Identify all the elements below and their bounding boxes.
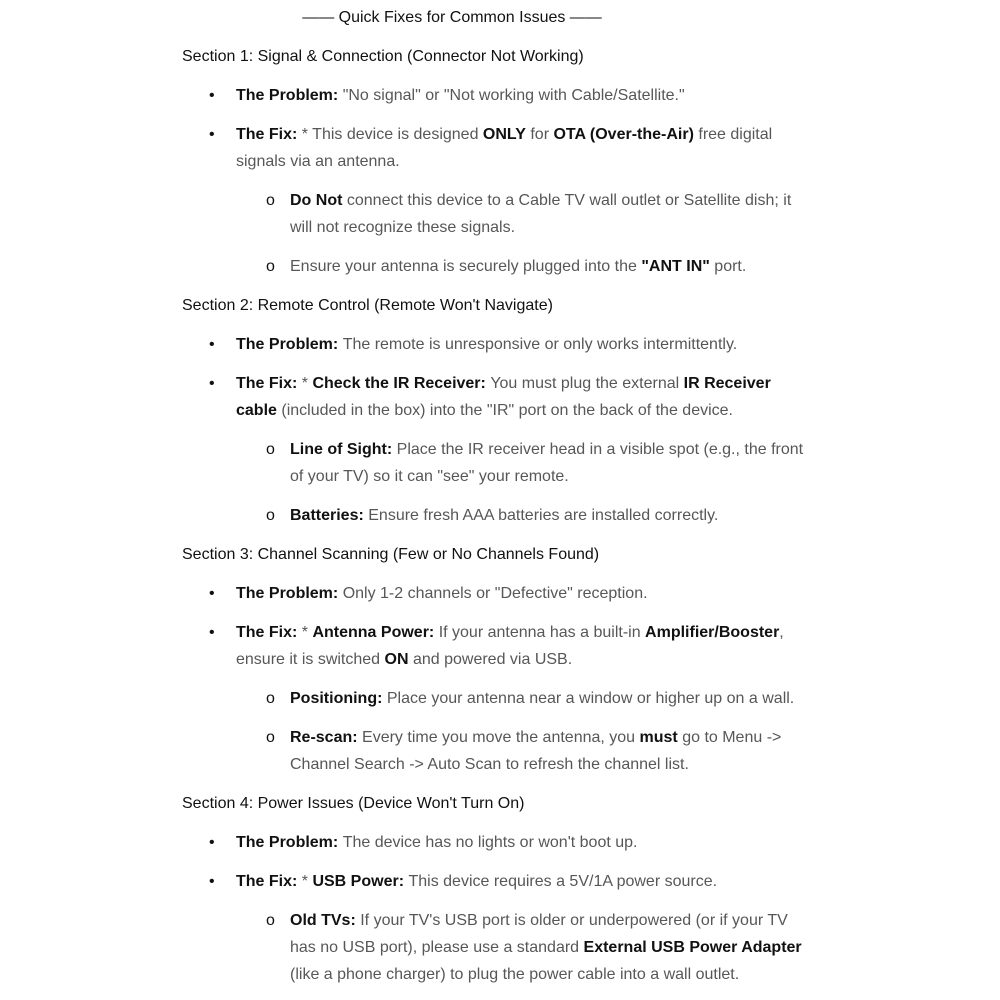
bold-text-segment: Check the IR Receiver:	[312, 375, 491, 392]
bullet-item	[182, 331, 816, 358]
text-segment: free digital signals via an antenna.	[236, 126, 773, 170]
document-title: —— Quick Fixes for Common Issues ——	[302, 9, 602, 26]
circle-marker-icon: o	[266, 729, 275, 746]
bold-text-segment: OTA (Over-the-Air)	[553, 126, 694, 143]
bold-text-segment: Batteries:	[290, 507, 369, 524]
bullet-marker-icon: •	[209, 873, 215, 890]
bullet-item	[182, 370, 816, 424]
sub-bullet-item	[182, 436, 816, 490]
bullet-item	[182, 829, 816, 856]
bold-text-segment: The Fix:	[236, 126, 302, 143]
section-heading: Section 2: Remote Control (Remote Won't Navigate)	[182, 297, 553, 314]
circle-marker-icon: o	[266, 441, 275, 458]
bold-text-segment: Do Not	[290, 192, 343, 209]
text-segment: Place the IR receiver head in a visible spot (e.g., the front of your TV) so it can "see" your remote.	[290, 441, 804, 485]
text-segment: The device has no lights or won't boot up.	[342, 834, 638, 851]
document-body	[182, 43, 816, 988]
text-segment: for	[525, 126, 554, 143]
bullet-item	[182, 580, 816, 607]
bold-text-segment: Amplifier/Booster	[645, 624, 780, 641]
bullet-marker-icon: •	[209, 126, 215, 143]
section-heading: Section 4: Power Issues (Device Won't Turn On)	[182, 795, 525, 812]
bold-text-segment: The Problem:	[236, 87, 343, 104]
text-segment: *	[301, 375, 313, 392]
sub-bullet-item	[182, 187, 816, 241]
sub-bullet-item	[182, 907, 816, 988]
bold-text-segment: must	[639, 729, 678, 746]
bold-text-segment: IR Receiver cable	[236, 375, 771, 419]
bold-text-segment: USB Power:	[312, 873, 409, 890]
bold-text-segment: External USB Power Adapter	[583, 939, 802, 956]
text-segment: , ensure it is switched	[236, 624, 784, 668]
text-segment: If your antenna has a built-in	[438, 624, 646, 641]
bold-text-segment: "ANT IN"	[641, 258, 710, 275]
bold-text-segment: The Fix:	[236, 624, 302, 641]
bullet-marker-icon: •	[209, 624, 215, 641]
text-segment: go to Menu -> Channel Search -> Auto Scan to refresh the channel list.	[290, 729, 782, 773]
sub-bullet-item	[182, 724, 816, 778]
text-segment: The remote is unresponsive or only works intermittently.	[342, 336, 738, 353]
bold-text-segment: The Fix:	[236, 873, 302, 890]
text-segment: Only 1-2 channels or "Defective" reception.	[342, 585, 648, 602]
text-segment: (included in the box) into the "IR" port on the back of the device.	[276, 402, 733, 419]
bold-text-segment: Old TVs:	[290, 912, 361, 929]
text-segment: and powered via USB.	[408, 651, 573, 668]
bold-text-segment: Line of Sight:	[290, 441, 397, 458]
text-segment: port.	[709, 258, 747, 275]
bullet-marker-icon: •	[209, 87, 215, 104]
text-segment: * This device is designed	[301, 126, 483, 143]
bullet-marker-icon: •	[209, 375, 215, 392]
circle-marker-icon: o	[266, 690, 275, 707]
bullet-item	[182, 868, 816, 895]
bold-text-segment: ONLY	[482, 126, 526, 143]
bullet-marker-icon: •	[209, 336, 215, 353]
bold-text-segment: The Problem:	[236, 585, 343, 602]
circle-marker-icon: o	[266, 192, 275, 209]
text-segment: This device requires a 5V/1A power source.	[408, 873, 718, 890]
bold-text-segment: Antenna Power:	[312, 624, 439, 641]
sub-bullet-item	[182, 253, 816, 280]
bullet-marker-icon: •	[209, 585, 215, 602]
bold-text-segment: The Fix:	[236, 375, 302, 392]
bold-text-segment: ON	[384, 651, 409, 668]
circle-marker-icon: o	[266, 507, 275, 524]
text-segment: If your TV's USB port is older or underpowered (or if your TV has no USB port), please use a standard	[290, 912, 788, 956]
bold-text-segment: The Problem:	[236, 834, 343, 851]
text-segment: *	[301, 873, 313, 890]
bullet-item	[182, 619, 816, 673]
bold-text-segment: The Problem:	[236, 336, 343, 353]
text-segment: (like a phone charger) to plug the power cable into a wall outlet.	[290, 966, 740, 983]
bold-text-segment: Re-scan:	[290, 729, 363, 746]
section-heading: Section 3: Channel Scanning (Few or No Channels Found)	[182, 546, 600, 563]
bullet-item	[182, 82, 816, 109]
circle-marker-icon: o	[266, 258, 275, 275]
text-segment: Ensure fresh AAA batteries are installed correctly.	[368, 507, 719, 524]
section-heading: Section 1: Signal & Connection (Connector Not Working)	[182, 48, 584, 65]
text-segment: "No signal" or "Not working with Cable/Satellite."	[342, 87, 685, 104]
circle-marker-icon: o	[266, 912, 275, 929]
text-segment: Place your antenna near a window or higher up on a wall.	[386, 690, 795, 707]
text-segment: *	[301, 624, 313, 641]
text-segment: Ensure your antenna is securely plugged into the	[290, 258, 642, 275]
sub-bullet-item	[182, 685, 816, 712]
bullet-item	[182, 121, 816, 175]
bullet-marker-icon: •	[209, 834, 215, 851]
text-segment: You must plug the external	[490, 375, 684, 392]
sub-bullet-item	[182, 502, 816, 529]
text-segment: Every time you move the antenna, you	[362, 729, 640, 746]
bold-text-segment: Positioning:	[290, 690, 387, 707]
text-segment: connect this device to a Cable TV wall outlet or Satellite dish; it will not recognize these signals.	[290, 192, 792, 236]
